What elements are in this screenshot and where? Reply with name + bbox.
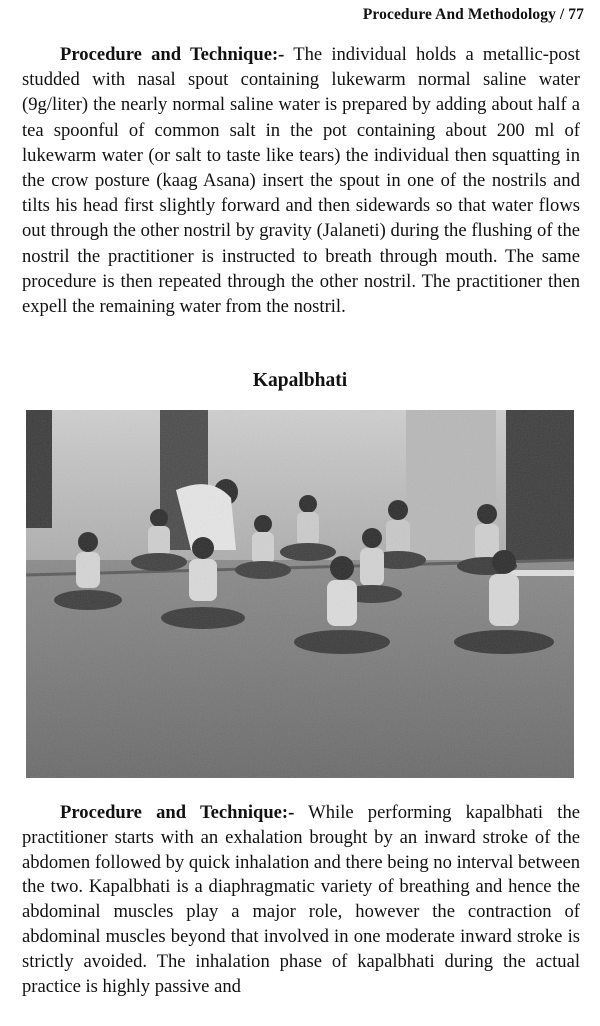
technique-paragraph-jalaneti <box>22 42 580 319</box>
technique-paragraph-kapalbhati <box>22 801 580 999</box>
paragraph-body: The individual holds a metallic-post studded with nasal spout containing lukewarm normal saline water (9g/liter) the nearly normal saline water is prepared by adding about half a tea spoonful of common salt in the pot containing about 200 ml of lukewarm water (or salt to taste like tears) the individual then squatting in the crow posture (kaag Asana) insert the spout in one of the nostrils and tilts his head first slightly forward and then sidewards so that water flows out through the other nostril by gravity (Jalaneti) during the flushing of the nostril the practitioner is instructed to breath through mouth. The same procedure is then repeated through the other nostril. The practitioner then expell the remaining water from the nostril. <box>22 44 580 318</box>
paragraph-lead: Procedure and Technique:- <box>60 44 285 65</box>
section-title: Kapalbhati <box>252 370 348 391</box>
paragraph-lead: Procedure and Technique:- <box>60 802 295 823</box>
kapalbhati-group-photo <box>26 410 574 778</box>
paragraph-body: While performing kapalbhati the practitioner starts with an exhalation brought by an inward stroke of the abdomen followed by quick inhalation and there being no interval between the two. Kapalbhati is a diaphragmatic variety of breathing and hence the abdominal muscles play a major role, however the contraction of abdominal muscles beyond that involved in one moderate inward stroke is strictly avoided. The inhalation phase of kapalbhati during the actual practice is highly passive and <box>22 802 580 997</box>
running-header: Procedure And Methodology / 77 <box>362 6 584 23</box>
